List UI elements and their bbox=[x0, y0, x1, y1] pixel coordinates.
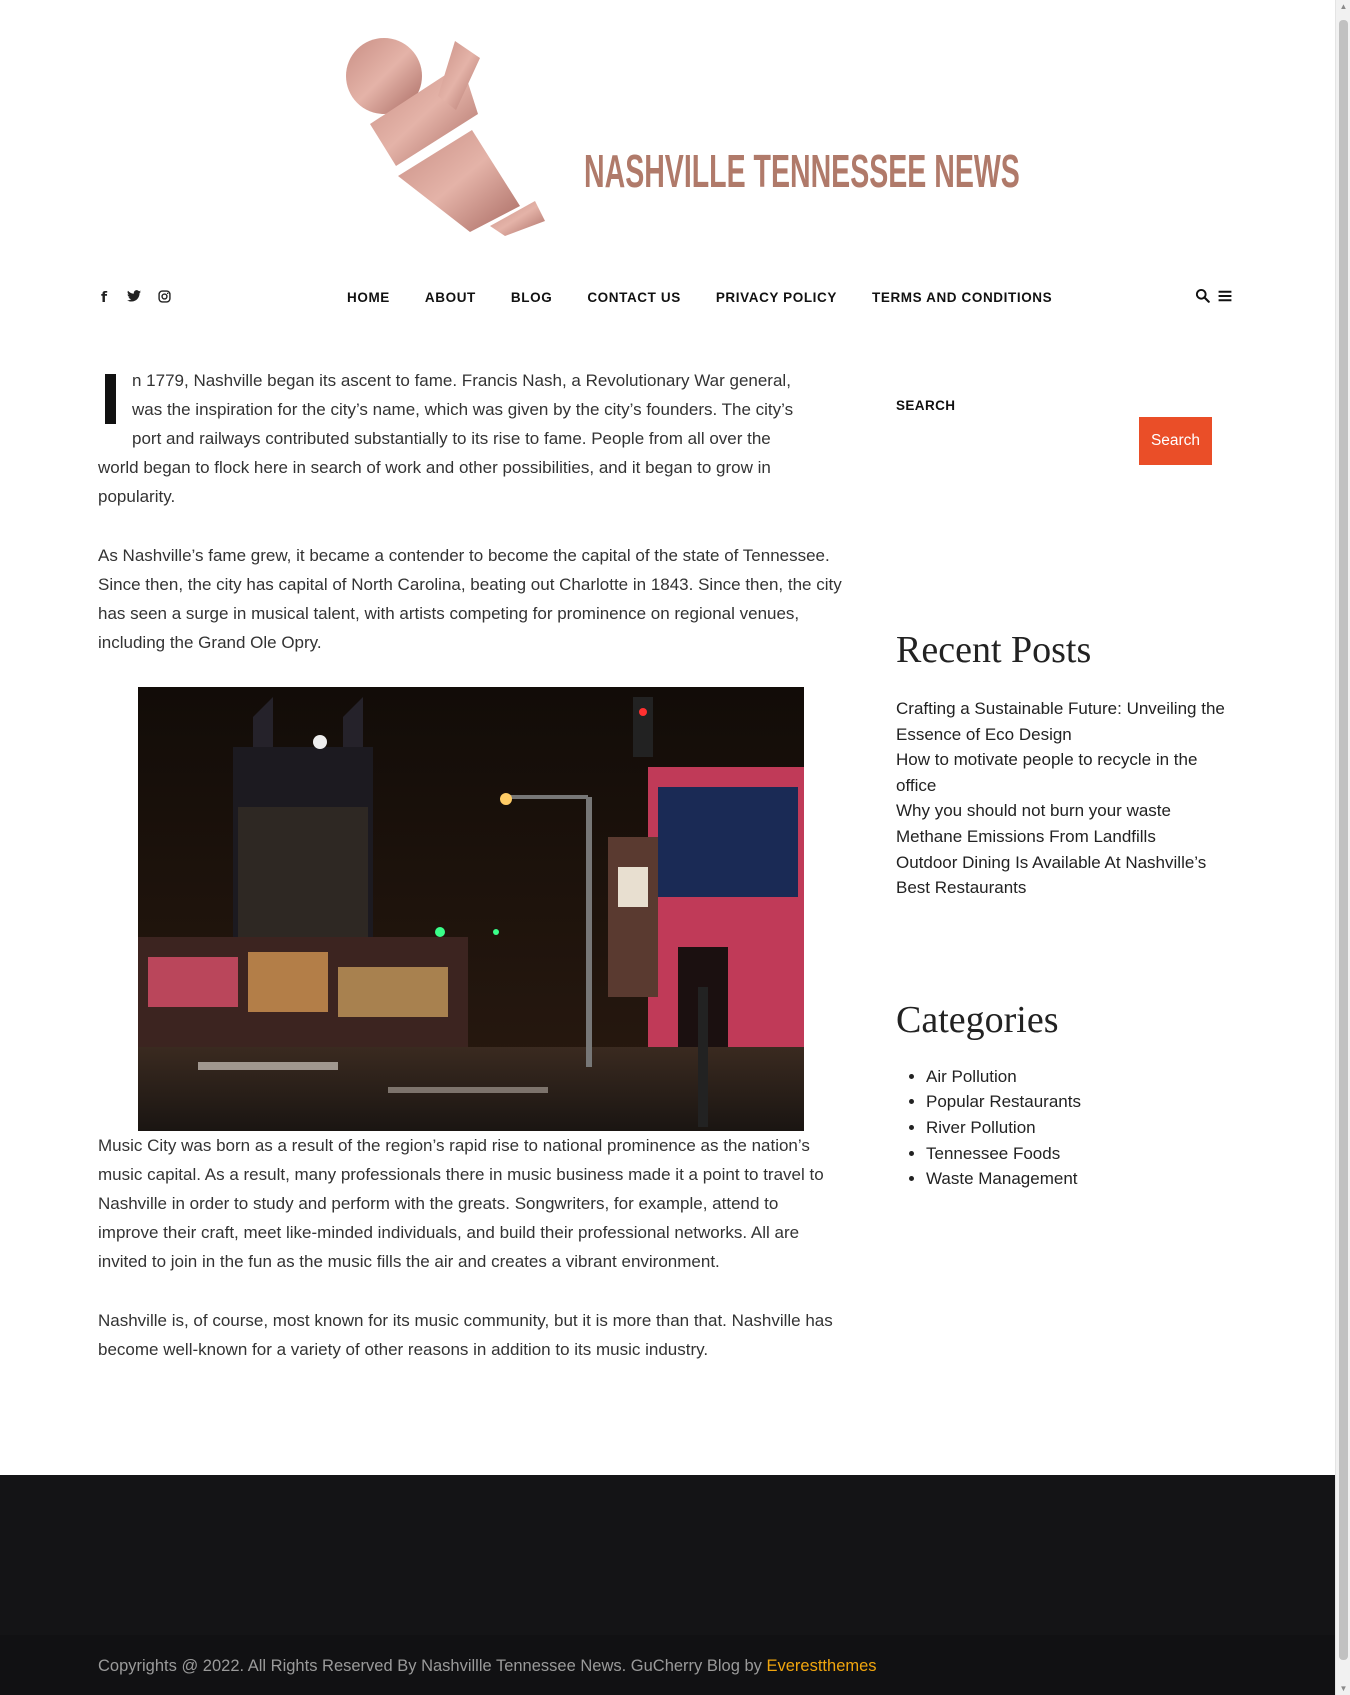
recent-posts-widget bbox=[896, 628, 1226, 901]
microphone-logo-icon bbox=[340, 36, 580, 246]
scrollbar-thumb[interactable] bbox=[1339, 20, 1348, 1660]
social-links bbox=[96, 290, 172, 307]
recent-post-link[interactable]: Why you should not burn your waste bbox=[896, 801, 1171, 821]
site-footer bbox=[0, 1475, 1335, 1695]
nav-contact-us[interactable]: CONTACT US bbox=[587, 290, 681, 305]
recent-posts-list bbox=[896, 696, 1226, 901]
main-navigation bbox=[0, 280, 1335, 318]
article-content bbox=[98, 366, 843, 1394]
copyright-label: Copyrights @ 2022. All Rights Reserved By Nashvillle Tennessee News. GuCherry Blog by bbox=[98, 1657, 767, 1675]
category-link[interactable]: • Popular Restaurants bbox=[926, 1089, 1226, 1115]
site-logo-text: NASHVILLE TENNESSEE NEWS bbox=[584, 145, 1020, 197]
article-paragraph: Music City was born as a result of the region’s rapid rise to national prominence as the nation’s music capital. As a result, many professionals there in music business made it a point to travel to Nashville in order to study and perform with the greats. Songwriters, for example, attend to improve their craft, meet like-minded individuals, and build their professional networks. All are invited to join in the fun as the music fills the air and creates a vibrant environment. bbox=[98, 1136, 824, 1271]
categories-list bbox=[896, 1064, 1226, 1192]
recent-posts-title: Recent Posts bbox=[896, 629, 1092, 671]
categories-widget bbox=[896, 998, 1226, 1192]
site-logo[interactable] bbox=[340, 36, 1020, 246]
category-link[interactable]: • River Pollution bbox=[926, 1115, 1226, 1141]
paragraph-line: n 1779, Nashville began its ascent to fame. Francis Nash, a Revolutionary War general, bbox=[132, 371, 791, 390]
scroll-down-arrow-icon[interactable]: ▼ bbox=[1339, 1684, 1348, 1693]
scroll-up-arrow-icon[interactable]: ▲ bbox=[1339, 2, 1348, 11]
search-widget-label: SEARCH bbox=[896, 398, 956, 413]
search-button[interactable]: Search bbox=[1139, 417, 1212, 465]
nav-about[interactable]: ABOUT bbox=[424, 290, 476, 305]
search-input[interactable] bbox=[896, 417, 1138, 465]
menu-icon[interactable] bbox=[1218, 288, 1232, 307]
nav-blog[interactable]: BLOG bbox=[510, 290, 553, 305]
dropcap-letter bbox=[105, 374, 116, 424]
primary-menu bbox=[347, 290, 1087, 305]
twitter-icon[interactable] bbox=[126, 290, 142, 307]
categories-title: Categories bbox=[896, 998, 1059, 1041]
vertical-scrollbar[interactable] bbox=[1335, 0, 1350, 1695]
nav-actions bbox=[1195, 288, 1232, 307]
search-icon[interactable] bbox=[1195, 288, 1210, 307]
sidebar bbox=[896, 398, 1226, 1192]
nav-terms-and-conditions[interactable]: TERMS AND CONDITIONS bbox=[872, 290, 1053, 305]
copyright-text bbox=[98, 1657, 877, 1676]
recent-post-link[interactable]: How to motivate people to recycle in the office bbox=[896, 750, 1198, 795]
facebook-icon[interactable]: f bbox=[100, 290, 108, 306]
recent-post-link[interactable]: Crafting a Sustainable Future: Unveiling the Essence of Eco Design bbox=[896, 699, 1225, 744]
paragraph-line: port and railways contributed substantially to its rise to fame. People from all over the bbox=[132, 429, 771, 448]
article-paragraph: Nashville is, of course, most known for its music community, but it is more than that. Nashville has become well-known for a variety of other reasons in addition to its music industry. bbox=[98, 1311, 833, 1359]
recent-post-link[interactable]: Methane Emissions From Landfills bbox=[896, 826, 1156, 846]
category-link[interactable]: • Tennessee Foods bbox=[926, 1141, 1226, 1167]
instagram-icon[interactable] bbox=[156, 290, 172, 307]
category-link[interactable]: • Air Pollution bbox=[926, 1064, 1226, 1090]
paragraph-line: was the inspiration for the city’s name, which was given by the city’s founders. The city’s bbox=[132, 400, 794, 419]
recent-post-link[interactable]: Outdoor Dining Is Available At Nashville’s Best Restaurants bbox=[896, 852, 1207, 898]
category-link[interactable]: • Waste Management bbox=[926, 1166, 1226, 1192]
search-widget bbox=[896, 417, 1226, 465]
article-paragraph bbox=[98, 366, 843, 511]
nav-home[interactable]: HOME bbox=[347, 290, 390, 305]
article-paragraph: As Nashville’s fame grew, it became a contender to become the capital of the state of Tennessee. Since then, the city has capital of North Carolina, beating out Charlotte in 1843. Since then, the city has seen a surge in musical talent, with artists competing for prominence on regional venues, including the Grand Ole Opry. bbox=[98, 546, 842, 652]
article-image bbox=[138, 687, 804, 1131]
footer-bottom-bar bbox=[0, 1635, 1335, 1695]
theme-credit-link[interactable]: Everestthemes bbox=[766, 1657, 877, 1675]
nav-privacy-policy[interactable]: PRIVACY POLICY bbox=[715, 290, 837, 305]
paragraph-line: world began to flock here in search of work and other possibilities, and it began to grow in popularity. bbox=[98, 458, 771, 506]
